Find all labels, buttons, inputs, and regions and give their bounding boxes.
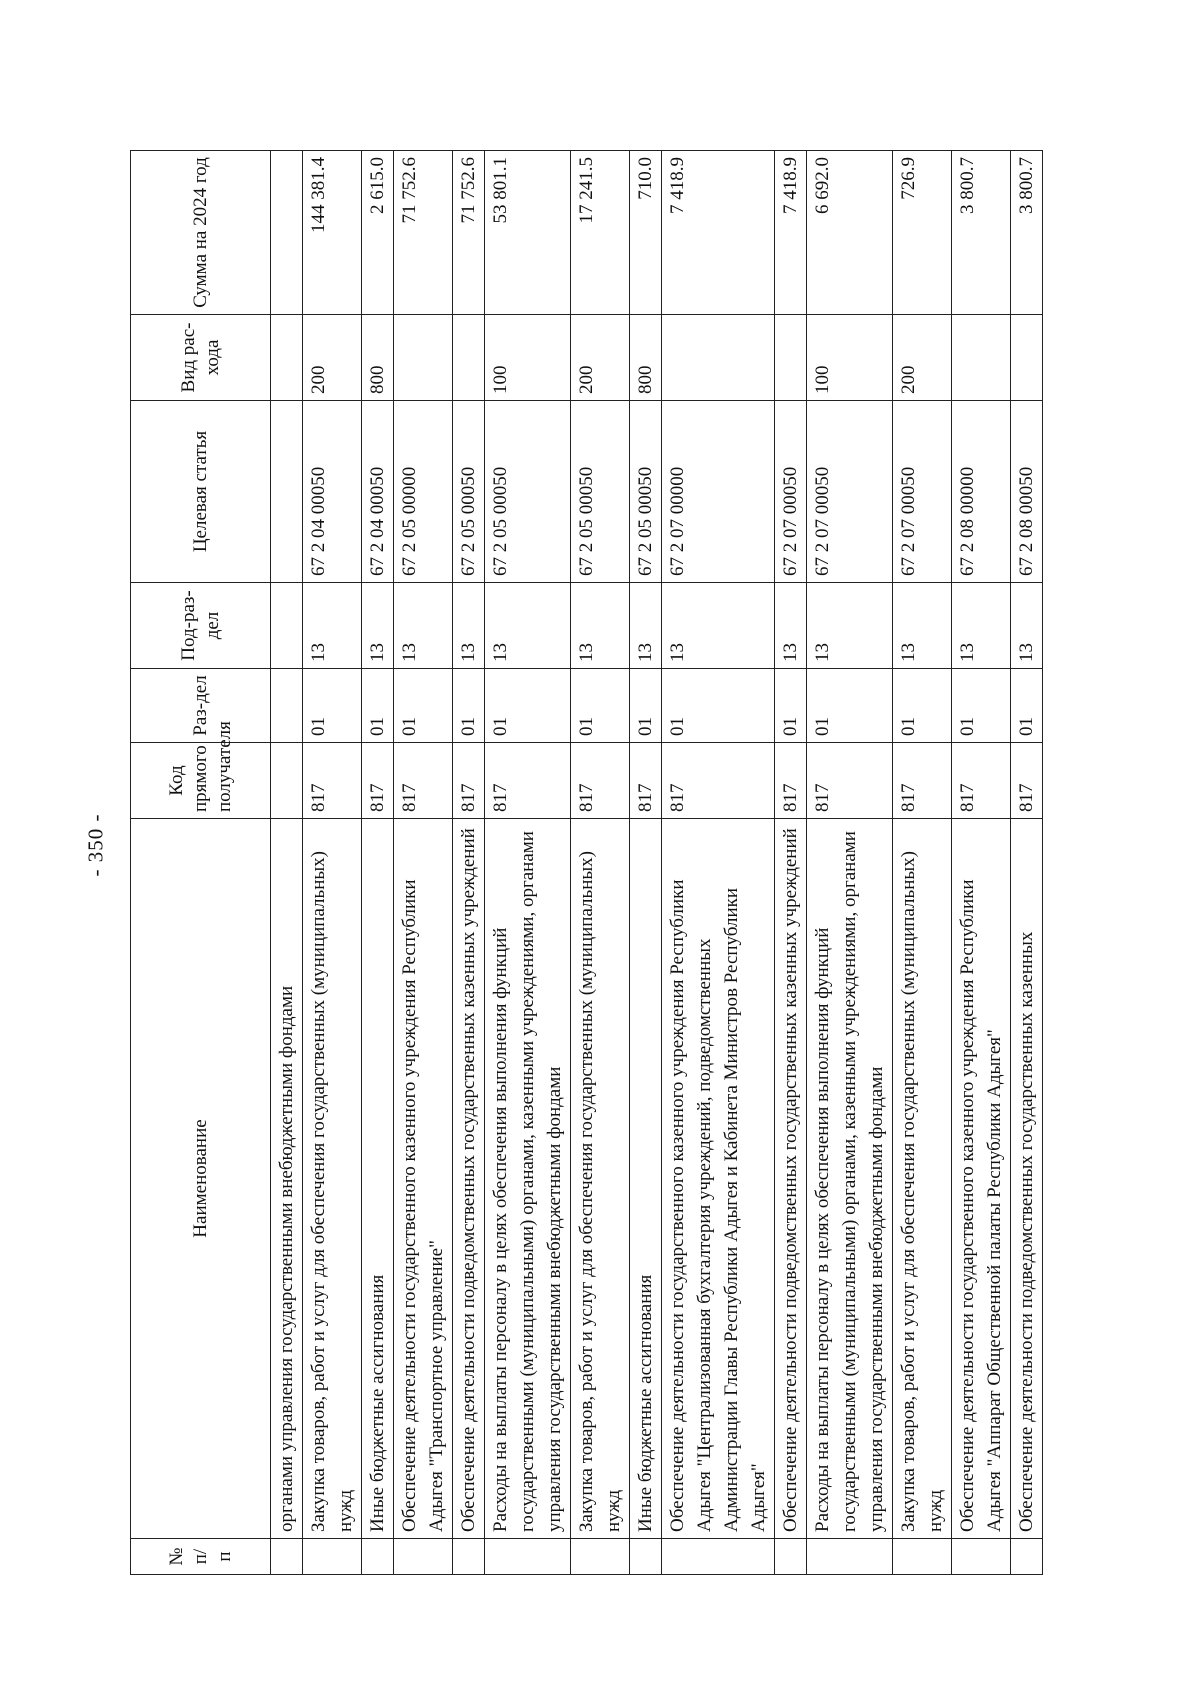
sum-cell: 3 800.7 [952, 151, 1011, 315]
subsection-cell: 13 [952, 583, 1011, 669]
name-cell: Расходы на выплаты персоналу в целях обеспечения выполнения функций государственными (муниципальными) органами, казенными учреждениями, органами управления государственными внебюджетными фондами [807, 819, 893, 1539]
num-cell [952, 1539, 1011, 1575]
target-article-cell: 67 2 05 00050 [630, 401, 662, 583]
num-cell [893, 1539, 952, 1575]
name-cell: Закупка товаров, работ и услуг для обеспечения государственных (муниципальных) нужд [303, 819, 362, 1539]
target-article-cell: 67 2 04 00050 [303, 401, 362, 583]
expense-type-cell: 200 [571, 315, 630, 401]
table-row [662, 151, 775, 1575]
subsection-cell: 13 [485, 583, 571, 669]
subsection-cell: 13 [303, 583, 362, 669]
table-body [271, 151, 1043, 1575]
subsection-cell: 13 [893, 583, 952, 669]
subsection-cell: 13 [630, 583, 662, 669]
target-article-cell [271, 401, 303, 583]
target-article-cell: 67 2 08 00050 [1011, 401, 1043, 583]
section-cell: 01 [485, 669, 571, 743]
subsection-cell: 13 [453, 583, 485, 669]
recipient-code-cell [271, 743, 303, 819]
name-cell: Обеспечение деятельности подведомственных государственных казенных учреждений [775, 819, 807, 1539]
expense-type-cell [453, 315, 485, 401]
num-cell [303, 1539, 362, 1575]
subsection-cell: 13 [1011, 583, 1043, 669]
section-cell: 01 [303, 669, 362, 743]
sum-cell: 144 381.4 [303, 151, 362, 315]
name-cell: Расходы на выплаты персоналу в целях обеспечения выполнения функций государственными (муниципальными) органами, казенными учреждениями, органами управления государственными внебюджетными фондами [485, 819, 571, 1539]
section-cell: 01 [630, 669, 662, 743]
recipient-code-cell: 817 [952, 743, 1011, 819]
table-row [807, 151, 893, 1575]
target-article-cell: 67 2 05 00050 [571, 401, 630, 583]
sum-cell: 7 418.9 [775, 151, 807, 315]
target-article-cell: 67 2 04 00050 [362, 401, 394, 583]
target-article-cell: 67 2 05 00050 [485, 401, 571, 583]
header-subsection: Под-раз-дел [131, 583, 271, 669]
recipient-code-cell: 817 [303, 743, 362, 819]
name-cell: Закупка товаров, работ и услуг для обеспечения государственных (муниципальных) нужд [571, 819, 630, 1539]
recipient-code-cell: 817 [1011, 743, 1043, 819]
name-cell: Иные бюджетные ассигнования [362, 819, 394, 1539]
table-row [630, 151, 662, 1575]
table-row [1011, 151, 1043, 1575]
recipient-code-cell: 817 [775, 743, 807, 819]
expense-type-cell: 100 [807, 315, 893, 401]
section-cell: 01 [662, 669, 775, 743]
section-cell: 01 [453, 669, 485, 743]
sum-cell: 71 752.6 [453, 151, 485, 315]
expense-type-cell: 200 [303, 315, 362, 401]
subsection-cell: 13 [662, 583, 775, 669]
target-article-cell: 67 2 05 00000 [394, 401, 453, 583]
table-row [453, 151, 485, 1575]
header-section: Раз-дел [131, 669, 271, 743]
table-row [485, 151, 571, 1575]
recipient-code-cell: 817 [662, 743, 775, 819]
header-recipient: Код прямого получателя [131, 743, 271, 819]
sum-cell [271, 151, 303, 315]
name-cell: Обеспечение деятельности государственного казенного учреждения Республики Адыгея "Централизованная бухгалтерия учреждений, подведомственных Администрации Главы Республики Адыгея и Кабинета Министров Республики Адыгея" [662, 819, 775, 1539]
section-cell: 01 [1011, 669, 1043, 743]
num-cell [571, 1539, 630, 1575]
budget-table [130, 150, 1043, 1575]
sum-cell: 726.9 [893, 151, 952, 315]
expense-type-cell [952, 315, 1011, 401]
sum-cell: 71 752.6 [394, 151, 453, 315]
header-sum: Сумма на 2024 год [131, 151, 271, 315]
recipient-code-cell: 817 [571, 743, 630, 819]
expense-type-cell [271, 315, 303, 401]
table-row [394, 151, 453, 1575]
num-cell [362, 1539, 394, 1575]
section-cell: 01 [952, 669, 1011, 743]
num-cell [775, 1539, 807, 1575]
expense-type-cell [1011, 315, 1043, 401]
recipient-code-cell: 817 [453, 743, 485, 819]
sum-cell: 3 800.7 [1011, 151, 1043, 315]
table-row [362, 151, 394, 1575]
target-article-cell: 67 2 07 00000 [662, 401, 775, 583]
name-cell: Иные бюджетные ассигнования [630, 819, 662, 1539]
sum-cell: 6 692.0 [807, 151, 893, 315]
sum-cell: 710.0 [630, 151, 662, 315]
section-cell: 01 [775, 669, 807, 743]
target-article-cell: 67 2 07 00050 [775, 401, 807, 583]
target-article-cell: 67 2 05 00050 [453, 401, 485, 583]
num-cell [630, 1539, 662, 1575]
expense-type-cell: 800 [630, 315, 662, 401]
name-cell: Закупка товаров, работ и услуг для обеспечения государственных (муниципальных) нужд [893, 819, 952, 1539]
name-cell: органами управления государственными внебюджетными фондами [271, 819, 303, 1539]
subsection-cell: 13 [807, 583, 893, 669]
num-cell [394, 1539, 453, 1575]
name-cell: Обеспечение деятельности государственного казенного учреждения Республики Адыгея "Аппарат Общественной палаты Республики Адыгея" [952, 819, 1011, 1539]
name-cell: Обеспечение деятельности подведомственных государственных казенных учреждений [453, 819, 485, 1539]
target-article-cell: 67 2 07 00050 [807, 401, 893, 583]
subsection-cell: 13 [571, 583, 630, 669]
table-row [952, 151, 1011, 1575]
section-cell [271, 669, 303, 743]
target-article-cell: 67 2 08 00000 [952, 401, 1011, 583]
name-cell: Обеспечение деятельности подведомственных государственных казенных [1011, 819, 1043, 1539]
subsection-cell: 13 [775, 583, 807, 669]
table-header-row [131, 151, 271, 1575]
expense-type-cell [394, 315, 453, 401]
num-cell [485, 1539, 571, 1575]
expense-type-cell [662, 315, 775, 401]
section-cell: 01 [362, 669, 394, 743]
table-row [571, 151, 630, 1575]
target-article-cell: 67 2 07 00050 [893, 401, 952, 583]
expense-type-cell: 200 [893, 315, 952, 401]
recipient-code-cell: 817 [893, 743, 952, 819]
expense-type-cell: 100 [485, 315, 571, 401]
recipient-code-cell: 817 [807, 743, 893, 819]
page-number: - 350 - [83, 813, 108, 877]
expense-type-cell: 800 [362, 315, 394, 401]
table-row [271, 151, 303, 1575]
header-name: Наименование [131, 819, 271, 1539]
sum-cell: 7 418.9 [662, 151, 775, 315]
table-row [775, 151, 807, 1575]
subsection-cell [271, 583, 303, 669]
header-num: № п/п [131, 1539, 271, 1575]
recipient-code-cell: 817 [362, 743, 394, 819]
subsection-cell: 13 [394, 583, 453, 669]
subsection-cell: 13 [362, 583, 394, 669]
recipient-code-cell: 817 [485, 743, 571, 819]
sum-cell: 17 241.5 [571, 151, 630, 315]
section-cell: 01 [807, 669, 893, 743]
num-cell [807, 1539, 893, 1575]
header-expense: Вид рас-хода [131, 315, 271, 401]
num-cell [453, 1539, 485, 1575]
section-cell: 01 [571, 669, 630, 743]
header-target: Целевая статья [131, 401, 271, 583]
sum-cell: 53 801.1 [485, 151, 571, 315]
section-cell: 01 [893, 669, 952, 743]
name-cell: Обеспечение деятельности государственного казенного учреждения Республики Адыгея "Транспортное управление" [394, 819, 453, 1539]
recipient-code-cell: 817 [394, 743, 453, 819]
num-cell [271, 1539, 303, 1575]
sum-cell: 2 615.0 [362, 151, 394, 315]
table-row [303, 151, 362, 1575]
expense-type-cell [775, 315, 807, 401]
recipient-code-cell: 817 [630, 743, 662, 819]
rotated-table-container [130, 151, 1042, 1575]
num-cell [1011, 1539, 1043, 1575]
section-cell: 01 [394, 669, 453, 743]
num-cell [662, 1539, 775, 1575]
table-row [893, 151, 952, 1575]
